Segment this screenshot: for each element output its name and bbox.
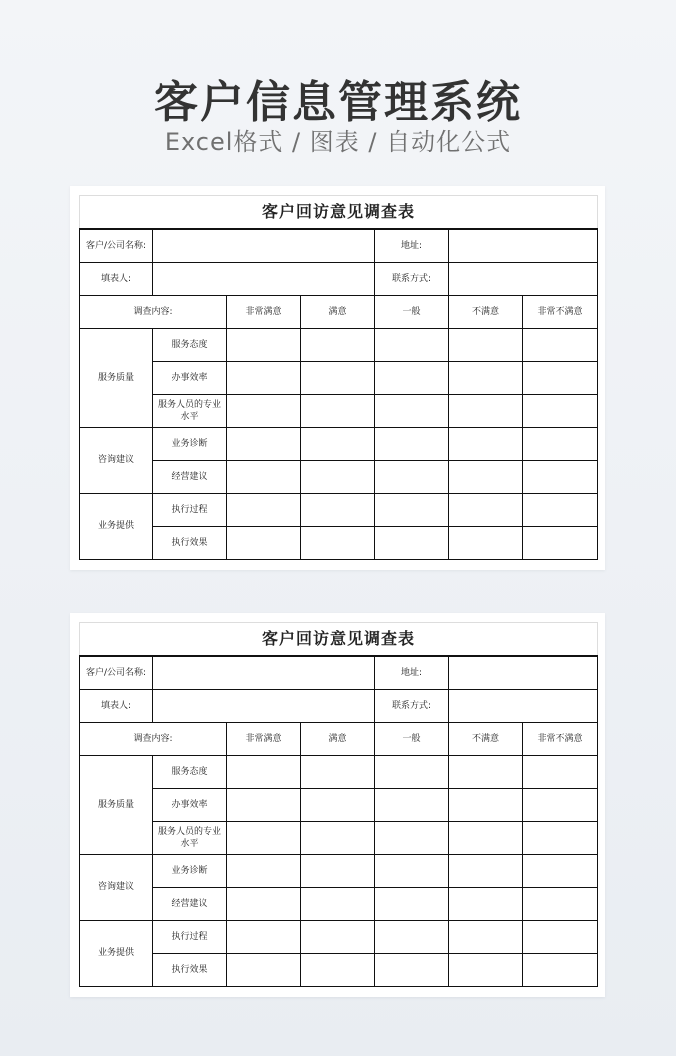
item-label: 经营建议 bbox=[153, 460, 227, 493]
survey-form-table bbox=[79, 622, 598, 987]
rating-header: 一般 bbox=[375, 722, 449, 755]
rating-cell[interactable] bbox=[301, 427, 375, 460]
rating-cell[interactable] bbox=[523, 953, 598, 986]
address-label: 地址: bbox=[375, 656, 449, 689]
item-label: 执行过程 bbox=[153, 920, 227, 953]
survey-form-table bbox=[79, 195, 598, 560]
rating-cell[interactable] bbox=[227, 460, 301, 493]
rating-cell[interactable] bbox=[449, 788, 523, 821]
address-field[interactable] bbox=[449, 229, 598, 262]
item-label: 执行效果 bbox=[153, 953, 227, 986]
contact-field[interactable] bbox=[449, 689, 598, 722]
rating-cell[interactable] bbox=[227, 920, 301, 953]
survey-content-label: 调查内容: bbox=[80, 722, 227, 755]
rating-cell[interactable] bbox=[375, 328, 449, 361]
filler-label: 填表人: bbox=[80, 262, 153, 295]
rating-cell[interactable] bbox=[449, 394, 523, 427]
rating-cell[interactable] bbox=[375, 920, 449, 953]
item-label: 服务态度 bbox=[153, 328, 227, 361]
rating-cell[interactable] bbox=[301, 920, 375, 953]
item-label: 服务人员的专业水平 bbox=[153, 821, 227, 854]
rating-cell[interactable] bbox=[375, 854, 449, 887]
filler-field[interactable] bbox=[153, 689, 375, 722]
rating-cell[interactable] bbox=[375, 460, 449, 493]
rating-cell[interactable] bbox=[523, 460, 598, 493]
rating-header: 非常满意 bbox=[227, 295, 301, 328]
form-card-1 bbox=[70, 186, 605, 570]
rating-cell[interactable] bbox=[449, 887, 523, 920]
rating-cell[interactable] bbox=[301, 361, 375, 394]
rating-cell[interactable] bbox=[301, 887, 375, 920]
rating-header: 不满意 bbox=[449, 295, 523, 328]
rating-cell[interactable] bbox=[375, 493, 449, 526]
form-title: 客户回访意见调查表 bbox=[80, 196, 598, 230]
item-label: 办事效率 bbox=[153, 361, 227, 394]
rating-cell[interactable] bbox=[301, 755, 375, 788]
rating-cell[interactable] bbox=[449, 755, 523, 788]
page-subtitle: Excel格式 / 图表 / 自动化公式 bbox=[164, 128, 512, 156]
company-name-field[interactable] bbox=[153, 656, 375, 689]
group-label: 业务提供 bbox=[80, 493, 153, 559]
rating-cell[interactable] bbox=[523, 328, 598, 361]
rating-cell[interactable] bbox=[449, 920, 523, 953]
group-label: 业务提供 bbox=[80, 920, 153, 986]
rating-cell[interactable] bbox=[301, 788, 375, 821]
rating-cell[interactable] bbox=[523, 493, 598, 526]
rating-cell[interactable] bbox=[227, 887, 301, 920]
rating-header: 不满意 bbox=[449, 722, 523, 755]
item-label: 服务人员的专业水平 bbox=[153, 394, 227, 427]
rating-header: 满意 bbox=[301, 722, 375, 755]
rating-cell[interactable] bbox=[375, 427, 449, 460]
item-label: 服务态度 bbox=[153, 755, 227, 788]
group-label: 服务质量 bbox=[80, 755, 153, 854]
company-name-label: 客户/公司名称: bbox=[80, 656, 153, 689]
contact-label: 联系方式: bbox=[375, 689, 449, 722]
rating-cell[interactable] bbox=[301, 953, 375, 986]
rating-header: 满意 bbox=[301, 295, 375, 328]
rating-cell[interactable] bbox=[449, 427, 523, 460]
item-label: 业务诊断 bbox=[153, 854, 227, 887]
contact-field[interactable] bbox=[449, 262, 598, 295]
contact-label: 联系方式: bbox=[375, 262, 449, 295]
rating-cell[interactable] bbox=[375, 821, 449, 854]
rating-cell[interactable] bbox=[523, 920, 598, 953]
address-label: 地址: bbox=[375, 229, 449, 262]
rating-cell[interactable] bbox=[449, 854, 523, 887]
address-field[interactable] bbox=[449, 656, 598, 689]
rating-cell[interactable] bbox=[301, 526, 375, 559]
item-label: 业务诊断 bbox=[153, 427, 227, 460]
item-label: 执行过程 bbox=[153, 493, 227, 526]
rating-cell[interactable] bbox=[301, 493, 375, 526]
rating-cell[interactable] bbox=[227, 788, 301, 821]
filler-label: 填表人: bbox=[80, 689, 153, 722]
group-label: 咨询建议 bbox=[80, 854, 153, 920]
rating-cell[interactable] bbox=[449, 493, 523, 526]
rating-cell[interactable] bbox=[523, 821, 598, 854]
page-title: 客户信息管理系统 bbox=[154, 77, 522, 128]
rating-cell[interactable] bbox=[375, 887, 449, 920]
rating-header: 一般 bbox=[375, 295, 449, 328]
rating-cell[interactable] bbox=[227, 328, 301, 361]
rating-cell[interactable] bbox=[523, 427, 598, 460]
rating-cell[interactable] bbox=[449, 526, 523, 559]
rating-cell[interactable] bbox=[301, 821, 375, 854]
rating-cell[interactable] bbox=[227, 854, 301, 887]
rating-cell[interactable] bbox=[523, 361, 598, 394]
rating-cell[interactable] bbox=[375, 953, 449, 986]
item-label: 执行效果 bbox=[153, 526, 227, 559]
rating-cell[interactable] bbox=[449, 460, 523, 493]
rating-cell[interactable] bbox=[301, 328, 375, 361]
rating-header: 非常满意 bbox=[227, 722, 301, 755]
rating-cell[interactable] bbox=[227, 493, 301, 526]
rating-cell[interactable] bbox=[227, 755, 301, 788]
rating-cell[interactable] bbox=[523, 854, 598, 887]
rating-cell[interactable] bbox=[375, 755, 449, 788]
rating-cell[interactable] bbox=[375, 361, 449, 394]
item-label: 办事效率 bbox=[153, 788, 227, 821]
rating-header: 非常不满意 bbox=[523, 295, 598, 328]
filler-field[interactable] bbox=[153, 262, 375, 295]
company-name-field[interactable] bbox=[153, 229, 375, 262]
rating-cell[interactable] bbox=[523, 526, 598, 559]
rating-cell[interactable] bbox=[301, 394, 375, 427]
rating-cell[interactable] bbox=[227, 953, 301, 986]
group-label: 服务质量 bbox=[80, 328, 153, 427]
rating-cell[interactable] bbox=[523, 887, 598, 920]
rating-cell[interactable] bbox=[449, 821, 523, 854]
rating-cell[interactable] bbox=[375, 788, 449, 821]
rating-cell[interactable] bbox=[449, 328, 523, 361]
rating-cell[interactable] bbox=[227, 526, 301, 559]
rating-cell[interactable] bbox=[301, 854, 375, 887]
rating-cell[interactable] bbox=[523, 755, 598, 788]
rating-cell[interactable] bbox=[523, 788, 598, 821]
rating-cell[interactable] bbox=[227, 427, 301, 460]
rating-cell[interactable] bbox=[227, 394, 301, 427]
rating-cell[interactable] bbox=[227, 361, 301, 394]
rating-cell[interactable] bbox=[375, 394, 449, 427]
group-label: 咨询建议 bbox=[80, 427, 153, 493]
rating-cell[interactable] bbox=[449, 953, 523, 986]
company-name-label: 客户/公司名称: bbox=[80, 229, 153, 262]
rating-cell[interactable] bbox=[449, 361, 523, 394]
rating-header: 非常不满意 bbox=[523, 722, 598, 755]
rating-cell[interactable] bbox=[375, 526, 449, 559]
form-card-2 bbox=[70, 613, 605, 997]
rating-cell[interactable] bbox=[523, 394, 598, 427]
rating-cell[interactable] bbox=[227, 821, 301, 854]
item-label: 经营建议 bbox=[153, 887, 227, 920]
survey-content-label: 调查内容: bbox=[80, 295, 227, 328]
form-title: 客户回访意见调查表 bbox=[80, 623, 598, 657]
rating-cell[interactable] bbox=[301, 460, 375, 493]
